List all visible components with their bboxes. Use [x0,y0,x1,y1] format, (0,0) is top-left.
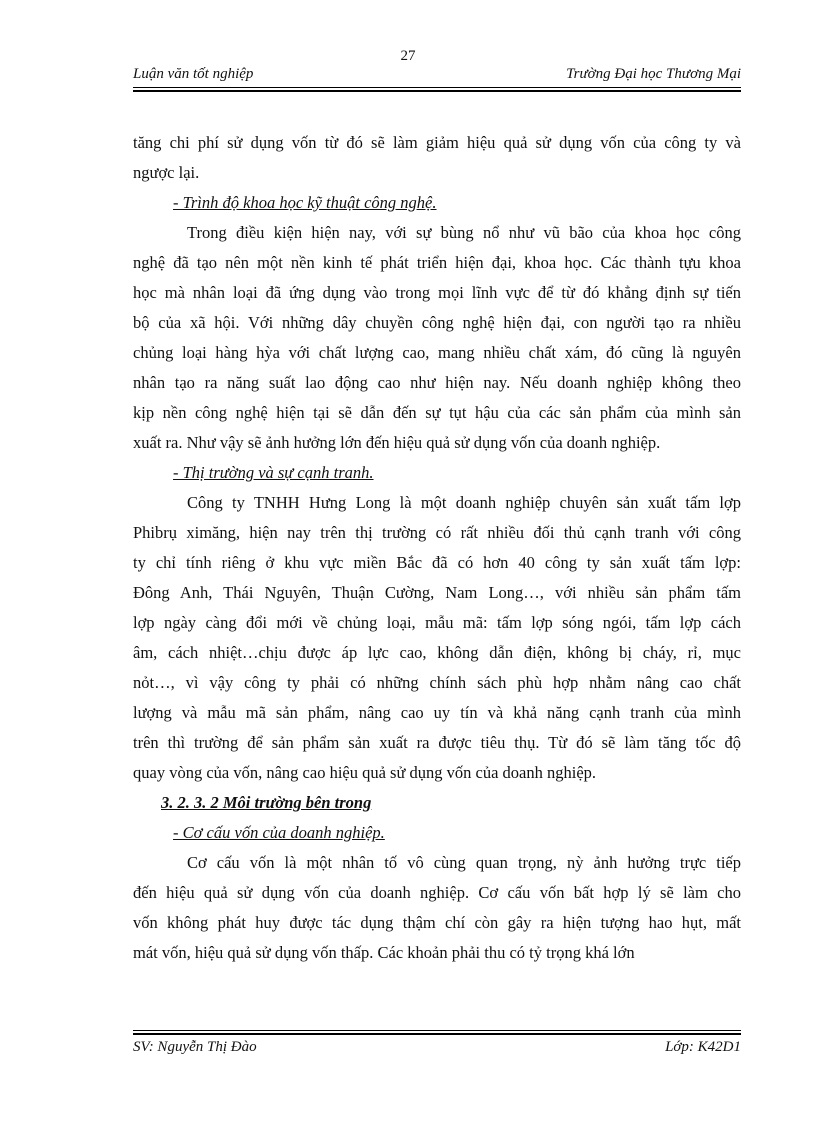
text-line: Trong điều kiện hiện nay, với sự bùng nổ như vũ bão của khoa học công [187,223,741,242]
header-rule [133,87,741,92]
text-line: Công ty TNHH Hưng Long là một doanh nghiệp chuyên sản xuất tấm lợp [187,493,741,512]
page-footer [133,1039,741,1059]
subheading-capital-structure: - Cơ cấu vốn của doanh nghiệp. [173,823,385,842]
text-line: ngược lại. [133,163,200,182]
header-thesis-label: Luận văn tốt nghiệp [133,66,254,82]
text-line: lượng và mẫu mã sản phẩm, nâng cao uy tín và khả năng cạnh tranh của mình [133,703,741,722]
text-line: bộ của xã hội. Với những dây chuyền công nghệ hiện đại, con người tạo ra nhiều [133,313,741,332]
footer-rule [133,1030,741,1035]
text-line: nghệ đã tạo nên một nền kinh tế phát triển hiện đại, khoa học. Các thành tựu khoa [133,253,741,272]
text-line: mát vốn, hiệu quả sử dụng vốn thấp. Các khoản phải thu có tỷ trọng khá lớn [133,943,635,962]
text-line: âm, cách nhiệt…chịu được áp lực cao, không dẫn điện, không bị cháy, rỉ, mục [133,643,741,662]
page-header [133,66,741,86]
text-line: vốn không phát huy được tác dụng thậm chí còn gây ra hiện tượng hao hụt, mất [133,913,741,932]
text-line: quay vòng của vốn, nâng cao hiệu quả sử dụng vốn của doanh nghiệp. [133,763,597,782]
text-line: kịp nền công nghệ hiện tại sẽ dẫn đến sự tụt hậu của các sản phẩm của mình sản [133,403,741,422]
body-text [133,128,741,968]
text-line: lợp ngày càng đổi mới về chủng loại, mẫu mã: tấm lợp sóng ngói, tấm lợp cách [133,613,741,632]
subheading-technology: - Trình độ khoa học kỹ thuật công nghệ. [173,193,437,212]
text-line: học mà nhân loại đã ứng dụng vào trong mọi lĩnh vực để từ đó khẳng định sự tiến [133,283,741,302]
page-number: 27 [400,48,416,64]
header-university: Trường Đại học Thương Mại [566,66,741,82]
text-line: chủng loại hàng hỳa với chất lượng cao, mang nhiều chất xám, đó cũng là nguyên [133,343,741,362]
text-line: Phibrụ ximăng, hiện nay trên thị trường có rất nhiều đối thủ cạnh tranh với công [133,523,741,542]
section-heading: 3. 2. 3. 2 Môi trường bên trong [161,793,372,812]
footer-student: SV: Nguyễn Thị Đào [133,1039,257,1055]
text-line: Đông Anh, Thái Nguyên, Thuận Cường, Nam Long…, với nhiều sản phẩm tấm [133,583,741,602]
text-line: ty chỉ tính riêng ở khu vực miền Bắc đã có hơn 40 công ty sản xuất tấm lợp: [133,553,741,572]
text-line: Cơ cấu vốn là một nhân tố vô cùng quan trọng, nỳ ảnh hưởng trực tiếp [187,853,741,872]
text-line: đến hiệu quả sử dụng vốn của doanh nghiệp. Cơ cấu vốn bất hợp lý sẽ làm cho [133,883,741,902]
text-line: tăng chi phí sử dụng vốn từ đó sẽ làm giảm hiệu quả sử dụng vốn của công ty và [133,133,741,152]
text-line: nỏt…, vì vậy công ty phải có những chính sách phù hợp nhằm nâng cao chất [133,673,741,692]
subheading-market: - Thị trường và sự cạnh tranh. [173,463,374,482]
text-line: xuất ra. Như vậy sẽ ảnh hưởng lớn đến hiệu quả sử dụng vốn của doanh nghiệp. [133,433,661,452]
text-line: trên thì trường để sản phẩm sản xuất ra được tiêu thụ. Từ đó sẽ làm tăng tốc độ [133,733,741,752]
footer-class: Lớp: K42D1 [665,1039,741,1055]
text-line: nhân tạo ra năng suất lao động cao như hiện nay. Nếu doanh nghiệp không theo [133,373,741,392]
